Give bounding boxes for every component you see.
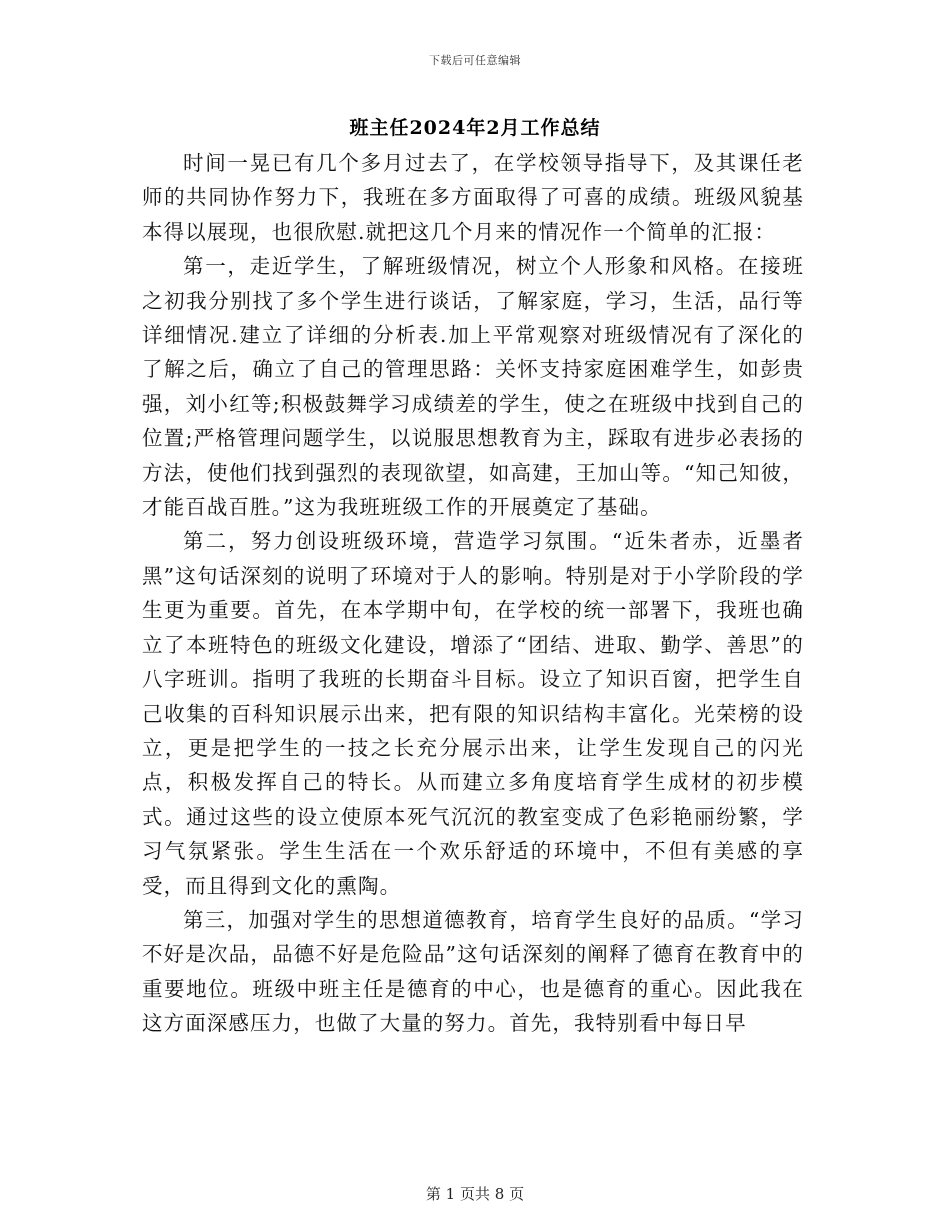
paragraph-second: 第二，努力创设班级环境，营造学习氛围。“近朱者赤，近墨者黑”这句话深刻的说明了环境对于人的影响。特别是对于小学阶段的学生更为重要。首先，在本学期中旬，在学校的统一部署下，我班也确立了本班特色的班级文化建设，增添了“团结、进取、勤学、善思”的八字班训。指明了我班的长期奋斗目标。设立了知识百窗，把学生自己收集的百科知识展示出来，把有限的知识结构丰富化。光荣榜的设立，更是把学生的一技之长充分展示出来，让学生发现自己的闪光点，积极发挥自己的特长。从而建立多角度培育学生成材的初步模式。通过这些的设立使原本死气沉沉的教室变成了色彩艳丽纷繁，学习气氛紧张。学生生活在一个欢乐舒适的环境中，不但有美感的享受，而且得到文化的熏陶。: [142, 529, 804, 898]
page-number-footer: 第 1 页共 8 页: [425, 1185, 525, 1203]
document-body: [142, 146, 804, 1041]
paragraph-intro: 时间一晃已有几个多月过去了，在学校领导指导下，及其课任老师的共同协作努力下，我班在多方面取得了可喜的成绩。班级风貌基本得以展现，也很欣慰.就把这几个月来的情况作一个简单的汇报：: [142, 151, 804, 244]
document-title: 班主任2024年2月工作总结: [349, 117, 601, 139]
paragraph-first: 第一，走近学生，了解班级情况，树立个人形象和风格。在接班之初我分别找了多个学生进行谈话，了解家庭，学习，生活，品行等详细情况.建立了详细的分析表.加上平常观察对班级情况有了深化的了解之后，确立了自己的管理思路：关怀支持家庭困难学生，如彭贵强，刘小红等;积极鼓舞学习成绩差的学生，使之在班级中找到自己的位置;严格管理问题学生，以说服思想教育为主，踩取有进步必表扬的方法，使他们找到强烈的表现欲望，如高建，王加山等。“知己知彼，才能百战百胜。”这为我班班级工作的开展奠定了基础。: [142, 254, 804, 520]
page-header-note: 下载后可任意编辑: [429, 54, 521, 67]
paragraph-third: 第三，加强对学生的思想道德教育，培育学生良好的品质。“学习不好是次品，品德不好是危险品”这句话深刻的阐释了德育在教育中的重要地位。班级中班主任是德育的中心，也是德育的重心。因此我在这方面深感压力，也做了大量的努力。首先，我特别看中每日早: [142, 907, 804, 1036]
